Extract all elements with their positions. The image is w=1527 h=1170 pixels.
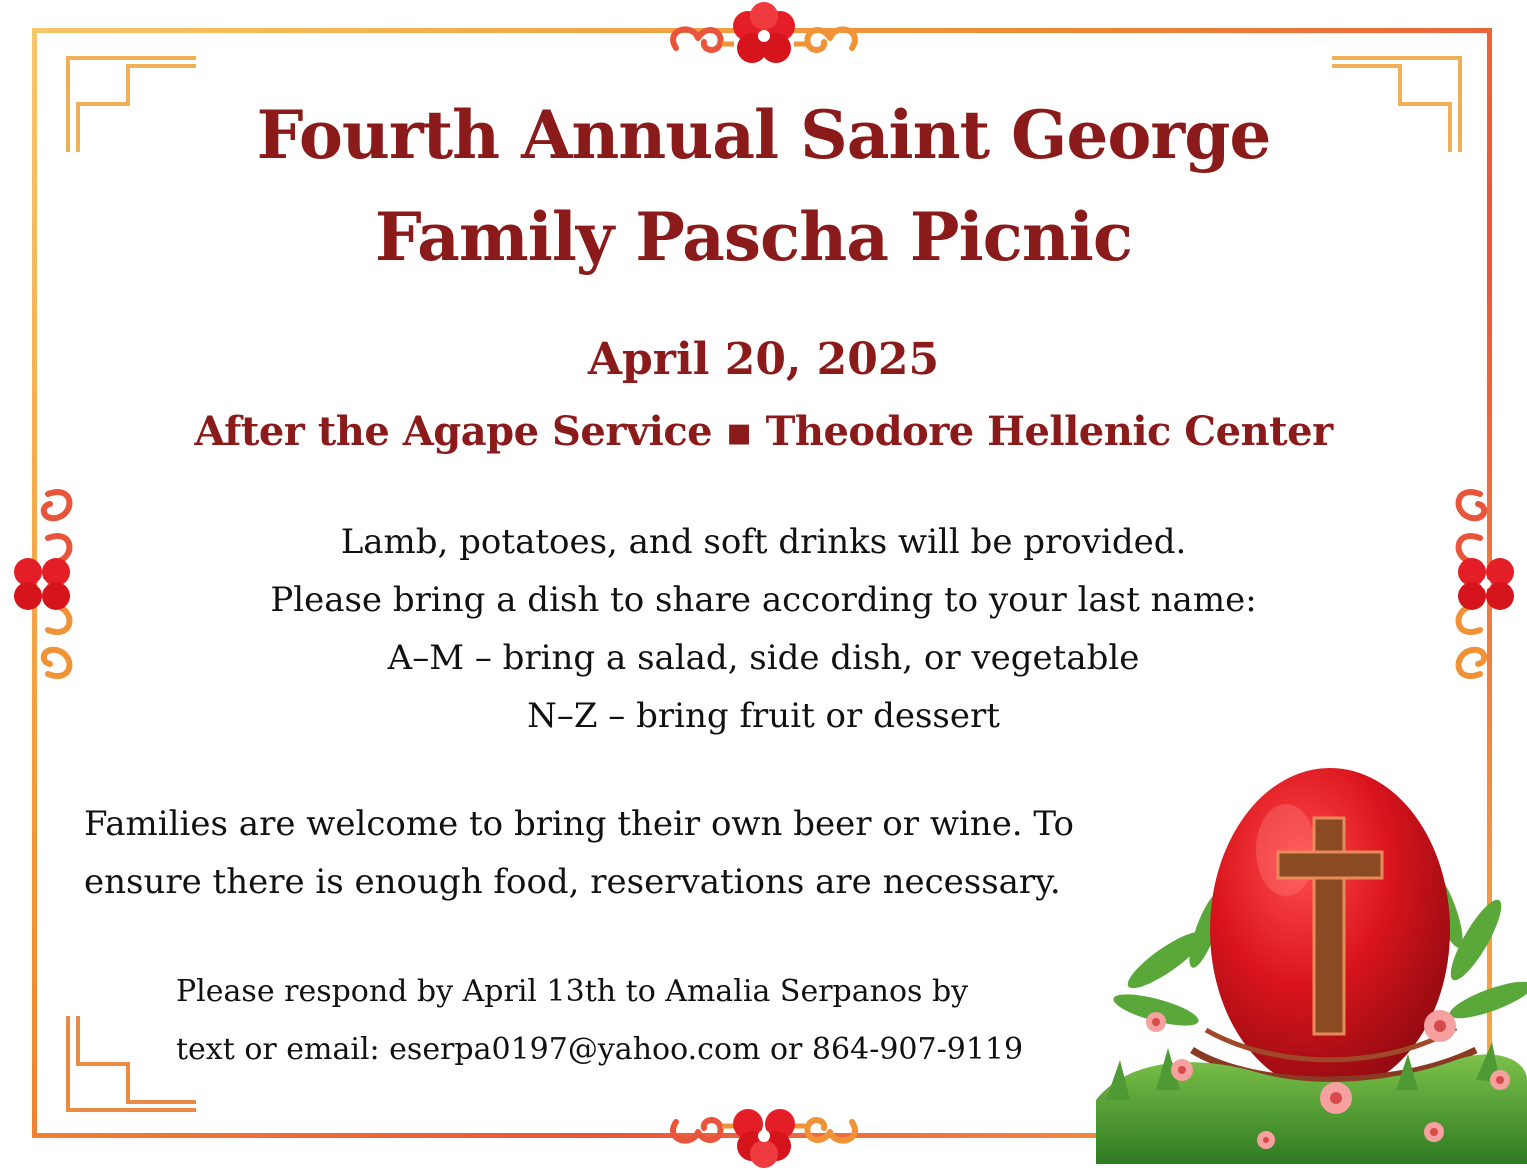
- dish-nz-text: N–Z – bring fruit or dessert: [527, 696, 1000, 736]
- event-location: After the Agape Service ▪ Theodore Hellenic Center: [194, 408, 1333, 455]
- flower-ornament-bottom: [662, 1098, 866, 1170]
- dish-intro-text: Please bring a dish to share according to your last name:: [270, 580, 1257, 620]
- respond-line-1: Please respond by April 13th to Amalia Serpanos by: [176, 974, 969, 1009]
- title-line-2: Family Pascha Picnic: [374, 198, 1133, 276]
- title-line-1: Fourth Annual Saint George: [256, 96, 1271, 174]
- event-date: April 20, 2025: [587, 334, 940, 385]
- respond-line-2: text or email: eserpa0197@yahoo.com or 864-907-9119: [176, 1032, 1024, 1067]
- families-line-2: ensure there is enough food, reservations are necessary.: [84, 862, 1061, 902]
- provided-text: Lamb, potatoes, and soft drinks will be provided.: [340, 522, 1187, 562]
- red-easter-egg-illustration: [1096, 760, 1527, 1164]
- dish-am-text: A–M – bring a salad, side dish, or vegetable: [387, 638, 1140, 678]
- flower-ornament-top: [662, 0, 866, 72]
- families-line-1: Families are welcome to bring their own beer or wine. To: [84, 804, 1074, 844]
